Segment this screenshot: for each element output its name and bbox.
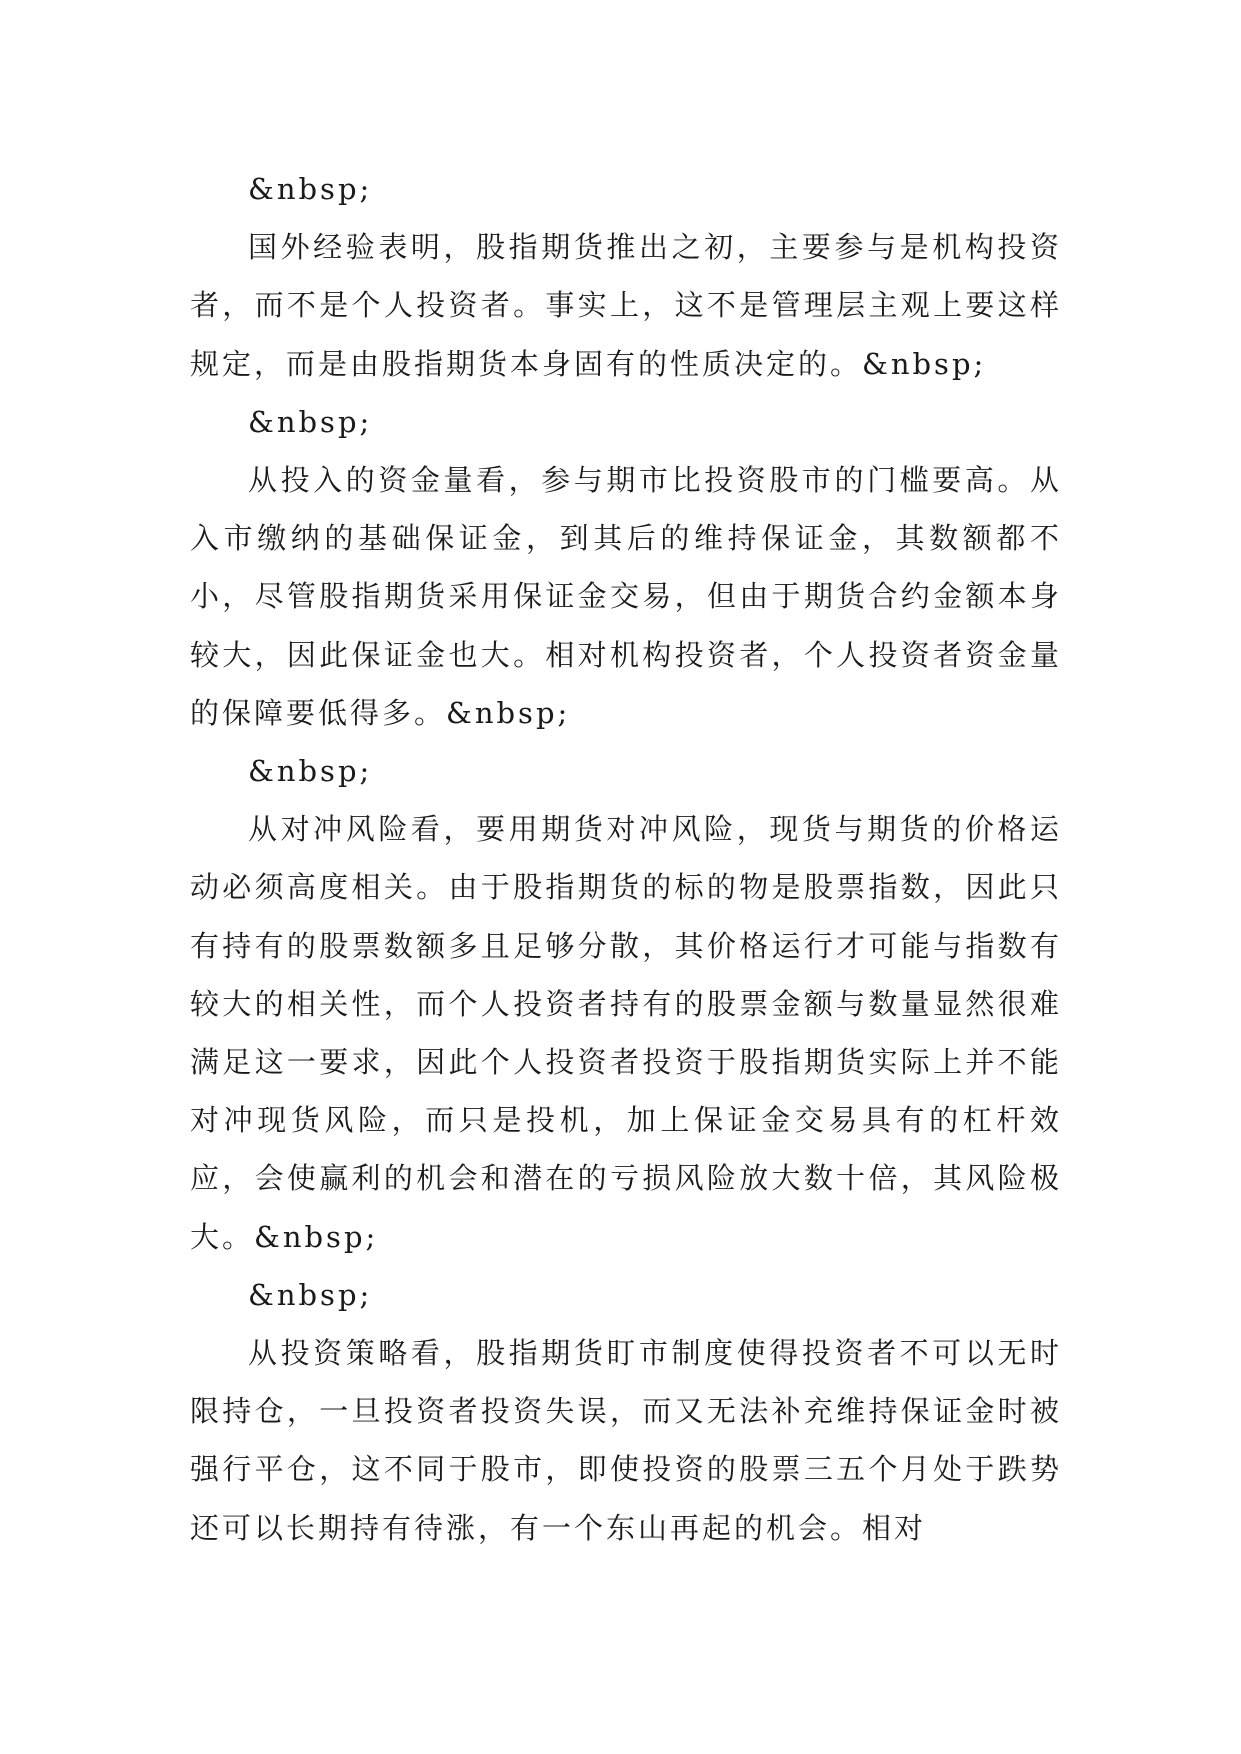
paragraph-spacer: &nbsp;	[248, 172, 373, 206]
paragraph-hedging: 从对冲风险看，要用期货对冲风险，现货与期货的价格运动必须高度相关。由于股指期货的标的物是股票指数，因此只有持有的股票数额多且足够分散，其价格运行才可能与指数有较大的相关性，而个人投资者持有的股票金额与数量显然很难满足这一要求，因此个人投资者投资于股指期货实际上并不能对冲现货风险，而只是投机，加上保证金交易具有的杠杆效应，会使赢利的机会和潜在的亏损风险放大数十倍，其风险极大。&nbsp;	[190, 812, 1062, 1254]
document-page	[190, 160, 1062, 1557]
paragraph-spacer: &nbsp;	[248, 754, 373, 789]
paragraph-spacer: &nbsp;	[248, 1277, 373, 1312]
paragraph-strategy: 从投资策略看，股指期货盯市制度使得投资者不可以无时限持仓，一旦投资者投资失误，而又无法补充维持保证金时被强行平仓，这不同于股市，即使投资的股票三五个月处于跌势还可以长期持有待涨，有一个东山再起的机会。相对	[190, 1336, 1062, 1545]
paragraph-capital: 从投入的资金量看，参与期市比投资股市的门槛要高。从入市缴纳的基础保证金，到其后的维持保证金，其数额都不小，尽管股指期货采用保证金交易，但由于期货合约金额本身较大，因此保证金也大。相对机构投资者，个人投资者资金量的保障要低得多。&nbsp;	[190, 463, 1062, 730]
paragraph-intro: 国外经验表明，股指期货推出之初，主要参与是机构投资者，而不是个人投资者。事实上，这不是管理层主观上要这样规定，而是由股指期货本身固有的性质决定的。&nbsp;	[190, 230, 1062, 381]
paragraph-spacer: &nbsp;	[248, 404, 373, 439]
